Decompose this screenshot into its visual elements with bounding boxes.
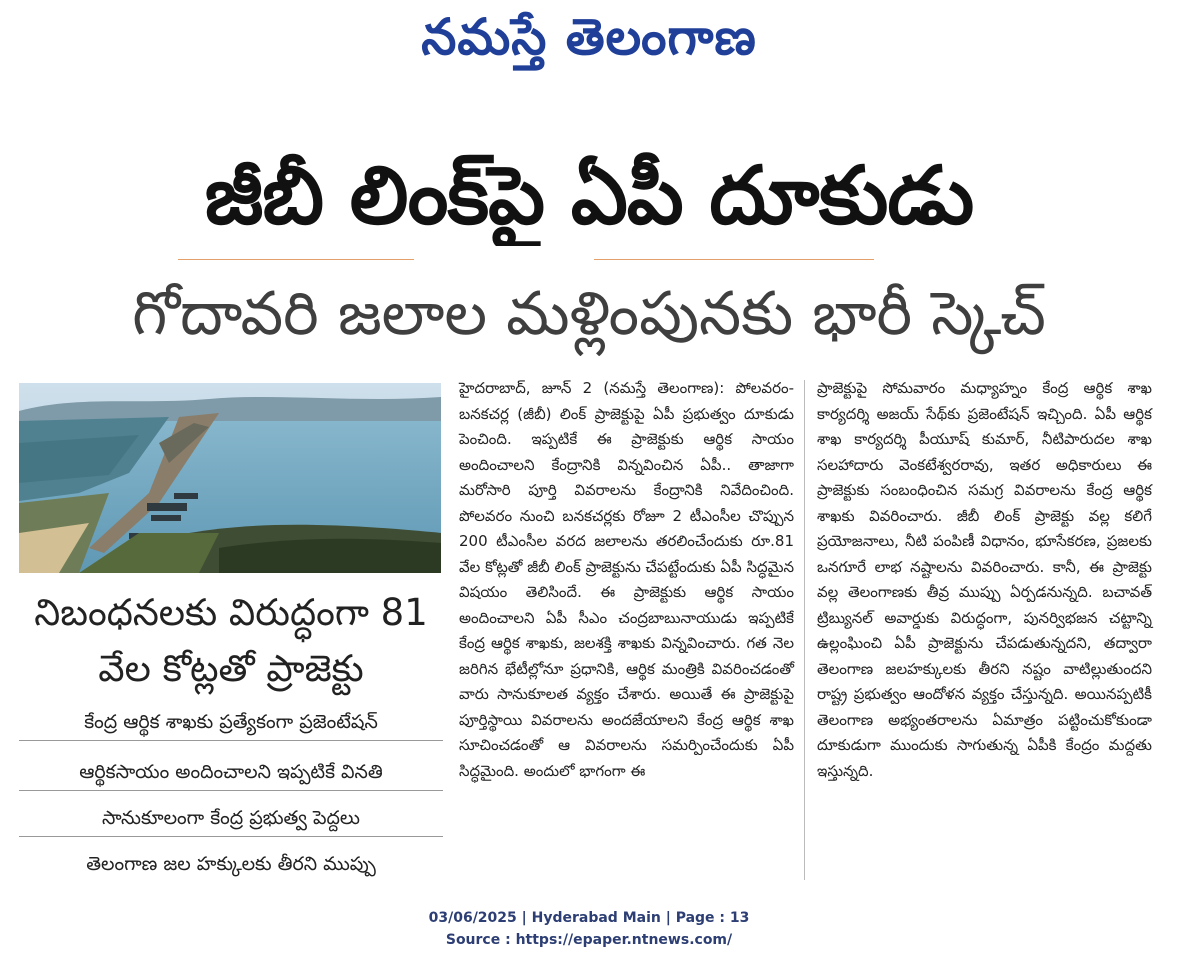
- divider-left: [178, 259, 414, 260]
- masthead-logo: నమస్తే తెలంగాణ: [421, 8, 757, 66]
- side-title: నిబంధనలకు విరుద్ధంగా 81 వేల కోట్లతో ప్రాజెక్టు: [34, 591, 428, 690]
- article-column-1: [459, 376, 794, 784]
- footer: [0, 907, 1178, 951]
- article-column-2: [817, 376, 1152, 784]
- highlight-point: తెలంగాణ జల హక్కులకు తీరని ముప్పు: [86, 853, 376, 875]
- footer-date-page: 03/06/2025 | Hyderabad Main | Page : 13: [428, 910, 750, 926]
- column-divider: [804, 380, 805, 880]
- article-paragraph: హైదరాబాద్, జూన్ 2 (నమస్తే తెలంగాణ): పోలవరం-బనకచర్ల (జీబీ) లింక్ ప్రాజెక్టుపై ఏపీ ప్రభుత్వం దూకుడు పెంచింది. ఇప్పటికే ఈ ప్రాజెక్టుకు ఆర్థిక సాయం అందించాలని కేంద్రానికి విన్నవించిన ఏపీ.. తాజాగా మరోసారి పూర్తి వివరాలను కేంద్రానికి నివేదించింది. పోలవరం నుంచి బనకచర్లకు రోజూ 2 టీఎంసీల చొప్పున 200 టీఎంసీల వరద జలాలను తరలించేందుకు రూ.81 వేల కోట్లతో జీబీ లింక్ ప్రాజెక్టును చేపట్టేందుకు ఏపీ సిద్ధమైన విషయం తెలిసిందే. ఈ ప్రాజెక్టుకు ఆర్థిక సాయం అందించాలని ఏపీ సీఎం చంద్రబాబునాయుడు ఇప్పటికే కేంద్ర ఆర్థిక శాఖకు, జలశక్తి శాఖకు విన్నవించారు. గత నెల జరిగిన భేటీల్లోనూ ప్రధానికి, ఆర్థిక మంత్రికి వివరించడంతో వారు సానుకూలత వ్యక్తం చేశారు. అయితే ఈ ప్రాజెక్టుపై పూర్తిస్థాయి వివరాలను అందజేయాలని కేంద్ర ఆర్థిక శాఖ సూచించడంతో ఆ వివరాలను సమర్పించేందుకు ఏపీ సిద్ధమైంది. అందులో భాగంగా ఈ: [459, 379, 794, 780]
- footer-source: Source : https://epaper.ntnews.com/: [445, 932, 733, 948]
- article-paragraph: ప్రాజెక్టుపై సోమవారం మధ్యాహ్నం కేంద్ర ఆర్థిక శాఖ కార్యదర్శి అజయ్ సేథ్‌కు ప్రజెంటేషన్ ఇచ్చింది. ఏపీ ఆర్థిక శాఖ కార్యదర్శి పీయూష్ కుమార్, నీటిపారుదల శాఖ సలహాదారు వెంకటేశ్వరరావు, ఇతర అధికారులు ఈ ప్రాజెక్టుకు సంబంధించిన సమగ్ర వివరాలను కేంద్ర ఆర్థిక శాఖకు వివరించారు. జీబీ లింక్ ప్రాజెక్టు వల్ల కలిగే ప్రయోజనాలు, నీటి పంపిణీ విధానం, భూసేకరణ, ప్రజలకు ఒనగూరే లాభ నష్టాలను వివరించారు. కానీ, ఈ ప్రాజెక్టు వల్ల తెలంగాణకు తీవ్ర ముప్పు ఏర్పడనున్నది. బచావత్ ట్రిబ్యునల్ అవార్డుకు విరుద్ధంగా, పునర్విభజన చట్టాన్ని ఉల్లంఘించి ఏపీ ప్రాజెక్టును చేపడుతున్నదని, తద్వారా తెలంగాణ జలహక్కులకు తీరని నష్టం వాటిల్లుతుందని రాష్ట్ర ప్రభుత్వం ఆందోళన వ్యక్తం చేస్తున్నది. అయినప్పటికీ తెలంగాణ అభ్యంతరాలను ఏమాత్రం పట్టించుకోకుండా దూకుడుగా ముందుకు సాగుతున్న ఏపీకి కేంద్రం మద్దతు ఇస్తున్నది.: [817, 379, 1152, 780]
- highlight-point: కేంద్ర ఆర్థిక శాఖకు ప్రత్యేకంగా ప్రజెంటేషన్: [19, 704, 443, 741]
- subheadline: గోదావరి జలాల మళ్లింపునకు భారీ స్కెచ్: [132, 279, 1046, 349]
- highlight-point: ఆర్థికసాయం అందించాలని ఇప్పటికే వినతి: [19, 754, 443, 791]
- headline: జీబీ లింక్‌పై ఏపీ దూకుడు: [204, 149, 974, 242]
- divider-right: [594, 259, 874, 260]
- dam-reservoir-photo: [19, 383, 441, 573]
- highlight-point: సానుకూలంగా కేంద్ర ప్రభుత్వ పెద్దలు: [19, 800, 443, 837]
